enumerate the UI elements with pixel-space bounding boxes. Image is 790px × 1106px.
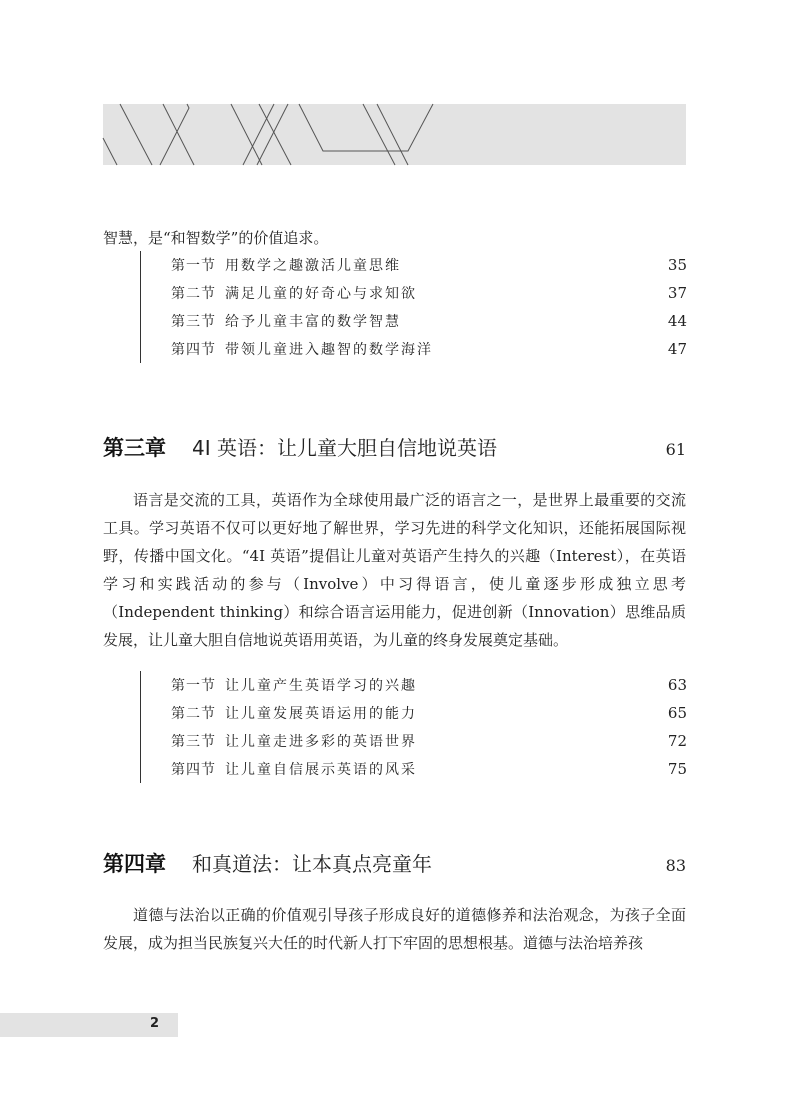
toc-page: 72 xyxy=(667,732,687,750)
toc-page: 75 xyxy=(667,760,687,778)
toc-entry[interactable] xyxy=(141,755,687,783)
toc-chapter3 xyxy=(140,671,687,783)
header-decoration xyxy=(0,0,790,180)
toc-title: 让儿童产生英语学习的兴趣 xyxy=(225,678,417,694)
toc-entry[interactable] xyxy=(141,727,687,755)
chapter3-heading[interactable] xyxy=(103,432,686,462)
intro-tail: 智慧，是“和智数学”的价值追求。 xyxy=(103,229,329,247)
toc-page: 35 xyxy=(667,256,687,274)
toc-title: 让儿童自信展示英语的风采 xyxy=(225,762,417,778)
toc-entry[interactable] xyxy=(141,671,687,699)
chapter-page: 61 xyxy=(665,440,686,459)
toc-section: 第四节 xyxy=(171,762,216,778)
chapter3-intro: 语言是交流的工具，英语作为全球使用最广泛的语言之一，是世界上最重要的交流工具。学习英语不仅可以更好地了解世界，学习先进的科学文化知识，还能拓展国际视野，传播中国文化。“4I 英语”提倡让儿童对英语产生持久的兴趣（Interest），在英语学习和实践活动的参与（Involve）中习得语言，使儿童逐步形成独立思考（Independent thinking）和综合语言运用能力，促进创新（Innovation）思维品质发展，让儿童大胆自信地说英语用英语，为儿童的终身发展奠定基础。 xyxy=(103,491,686,649)
toc-title: 满足儿童的好奇心与求知欲 xyxy=(225,286,417,302)
toc-page: 65 xyxy=(667,704,687,722)
chapter4-intro: 道德与法治以正确的价值观引导孩子形成良好的道德修养和法治观念，为孩子全面发展，成为担当民族复兴大任的时代新人打下牢固的思想根基。道德与法治培养孩 xyxy=(103,906,686,952)
toc-title: 带领儿童进入趣智的数学海洋 xyxy=(225,342,433,358)
toc-title: 用数学之趣激活儿童思维 xyxy=(225,258,401,274)
toc-section: 第一节 xyxy=(171,678,216,694)
toc-title: 让儿童走进多彩的英语世界 xyxy=(225,734,417,750)
toc-page: 47 xyxy=(667,340,687,358)
toc-section: 第三节 xyxy=(171,314,216,330)
toc-title: 给予儿童丰富的数学智慧 xyxy=(225,314,401,330)
toc-title: 让儿童发展英语运用的能力 xyxy=(225,706,417,722)
toc-chapter2 xyxy=(140,251,687,363)
toc-page: 44 xyxy=(667,312,687,330)
toc-entry[interactable] xyxy=(141,699,687,727)
page-number: 2 xyxy=(150,1016,160,1031)
chapter-number: 第四章 xyxy=(103,852,166,876)
chapter-page: 83 xyxy=(665,856,686,875)
toc-entry[interactable] xyxy=(141,279,687,307)
toc-section: 第二节 xyxy=(171,706,216,722)
toc-section: 第三节 xyxy=(171,734,216,750)
toc-page: 63 xyxy=(667,676,687,694)
toc-entry[interactable] xyxy=(141,307,687,335)
toc-entry[interactable] xyxy=(141,251,687,279)
chapter4-heading[interactable] xyxy=(103,848,686,878)
toc-page: 37 xyxy=(667,284,687,302)
toc-entry[interactable] xyxy=(141,335,687,363)
chapter-title: 4I 英语：让儿童大胆自信地说英语 xyxy=(192,436,497,460)
toc-section: 第二节 xyxy=(171,286,216,302)
chapter-number: 第三章 xyxy=(103,436,166,460)
chapter-title: 和真道法：让本真点亮童年 xyxy=(192,852,432,876)
toc-section: 第四节 xyxy=(171,342,216,358)
page-footer xyxy=(0,1013,178,1037)
toc-section: 第一节 xyxy=(171,258,216,274)
